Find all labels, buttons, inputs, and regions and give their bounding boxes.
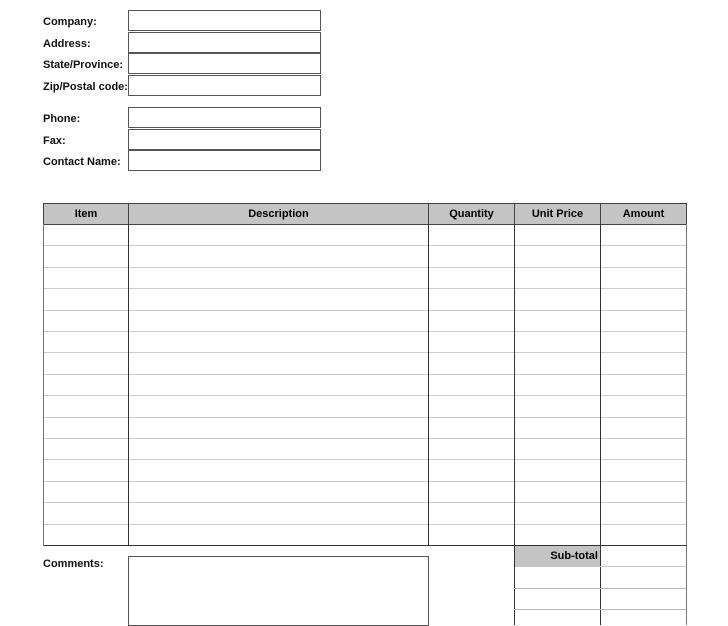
- field-label: Address:: [43, 37, 91, 50]
- table-row: [43, 331, 686, 332]
- field-label: State/Province:: [43, 59, 124, 71]
- field-input[interactable]: [128, 150, 321, 171]
- field-input[interactable]: [128, 75, 321, 96]
- column-header: Description: [128, 203, 429, 225]
- column-header: Item: [43, 203, 129, 225]
- table-row: [43, 352, 686, 353]
- subtotal-label: Sub-total: [514, 545, 600, 567]
- field-input[interactable]: [128, 53, 321, 74]
- comments-field[interactable]: [128, 556, 429, 626]
- table-row: [43, 245, 686, 246]
- comments-label: Comments:: [43, 558, 104, 570]
- table-row: [43, 524, 686, 525]
- field-label: Contact Name:: [43, 156, 121, 168]
- field-label: Zip/Postal code:: [43, 80, 128, 93]
- table-row: [43, 459, 686, 460]
- column-header: Unit Price: [514, 203, 601, 225]
- column-header: Quantity: [428, 203, 515, 225]
- table-row: [43, 417, 686, 418]
- table-row: [43, 438, 686, 439]
- field-label: Phone:: [43, 113, 81, 125]
- totals-line: [600, 566, 686, 567]
- field-label: Company:: [43, 16, 97, 28]
- column-divider: [43, 224, 44, 546]
- column-divider: [428, 224, 429, 546]
- totals-line: [514, 609, 686, 610]
- table-row: [43, 374, 686, 375]
- column-divider: [600, 224, 601, 546]
- table-row: [43, 288, 686, 289]
- table-row: [43, 267, 686, 268]
- field-input[interactable]: [128, 107, 321, 128]
- subtotal-value[interactable]: [601, 546, 686, 566]
- column-divider: [686, 224, 687, 546]
- table-row: [43, 395, 686, 396]
- field-input[interactable]: [128, 129, 321, 150]
- table-row: [43, 481, 686, 482]
- table-row: [43, 502, 686, 503]
- field-label: Fax:: [43, 134, 66, 147]
- field-input[interactable]: [128, 10, 321, 31]
- column-divider: [128, 224, 129, 546]
- totals-line: [514, 588, 686, 589]
- table-row: [43, 310, 686, 311]
- column-header: Amount: [600, 203, 687, 225]
- field-input[interactable]: [128, 32, 321, 53]
- column-divider: [514, 224, 515, 546]
